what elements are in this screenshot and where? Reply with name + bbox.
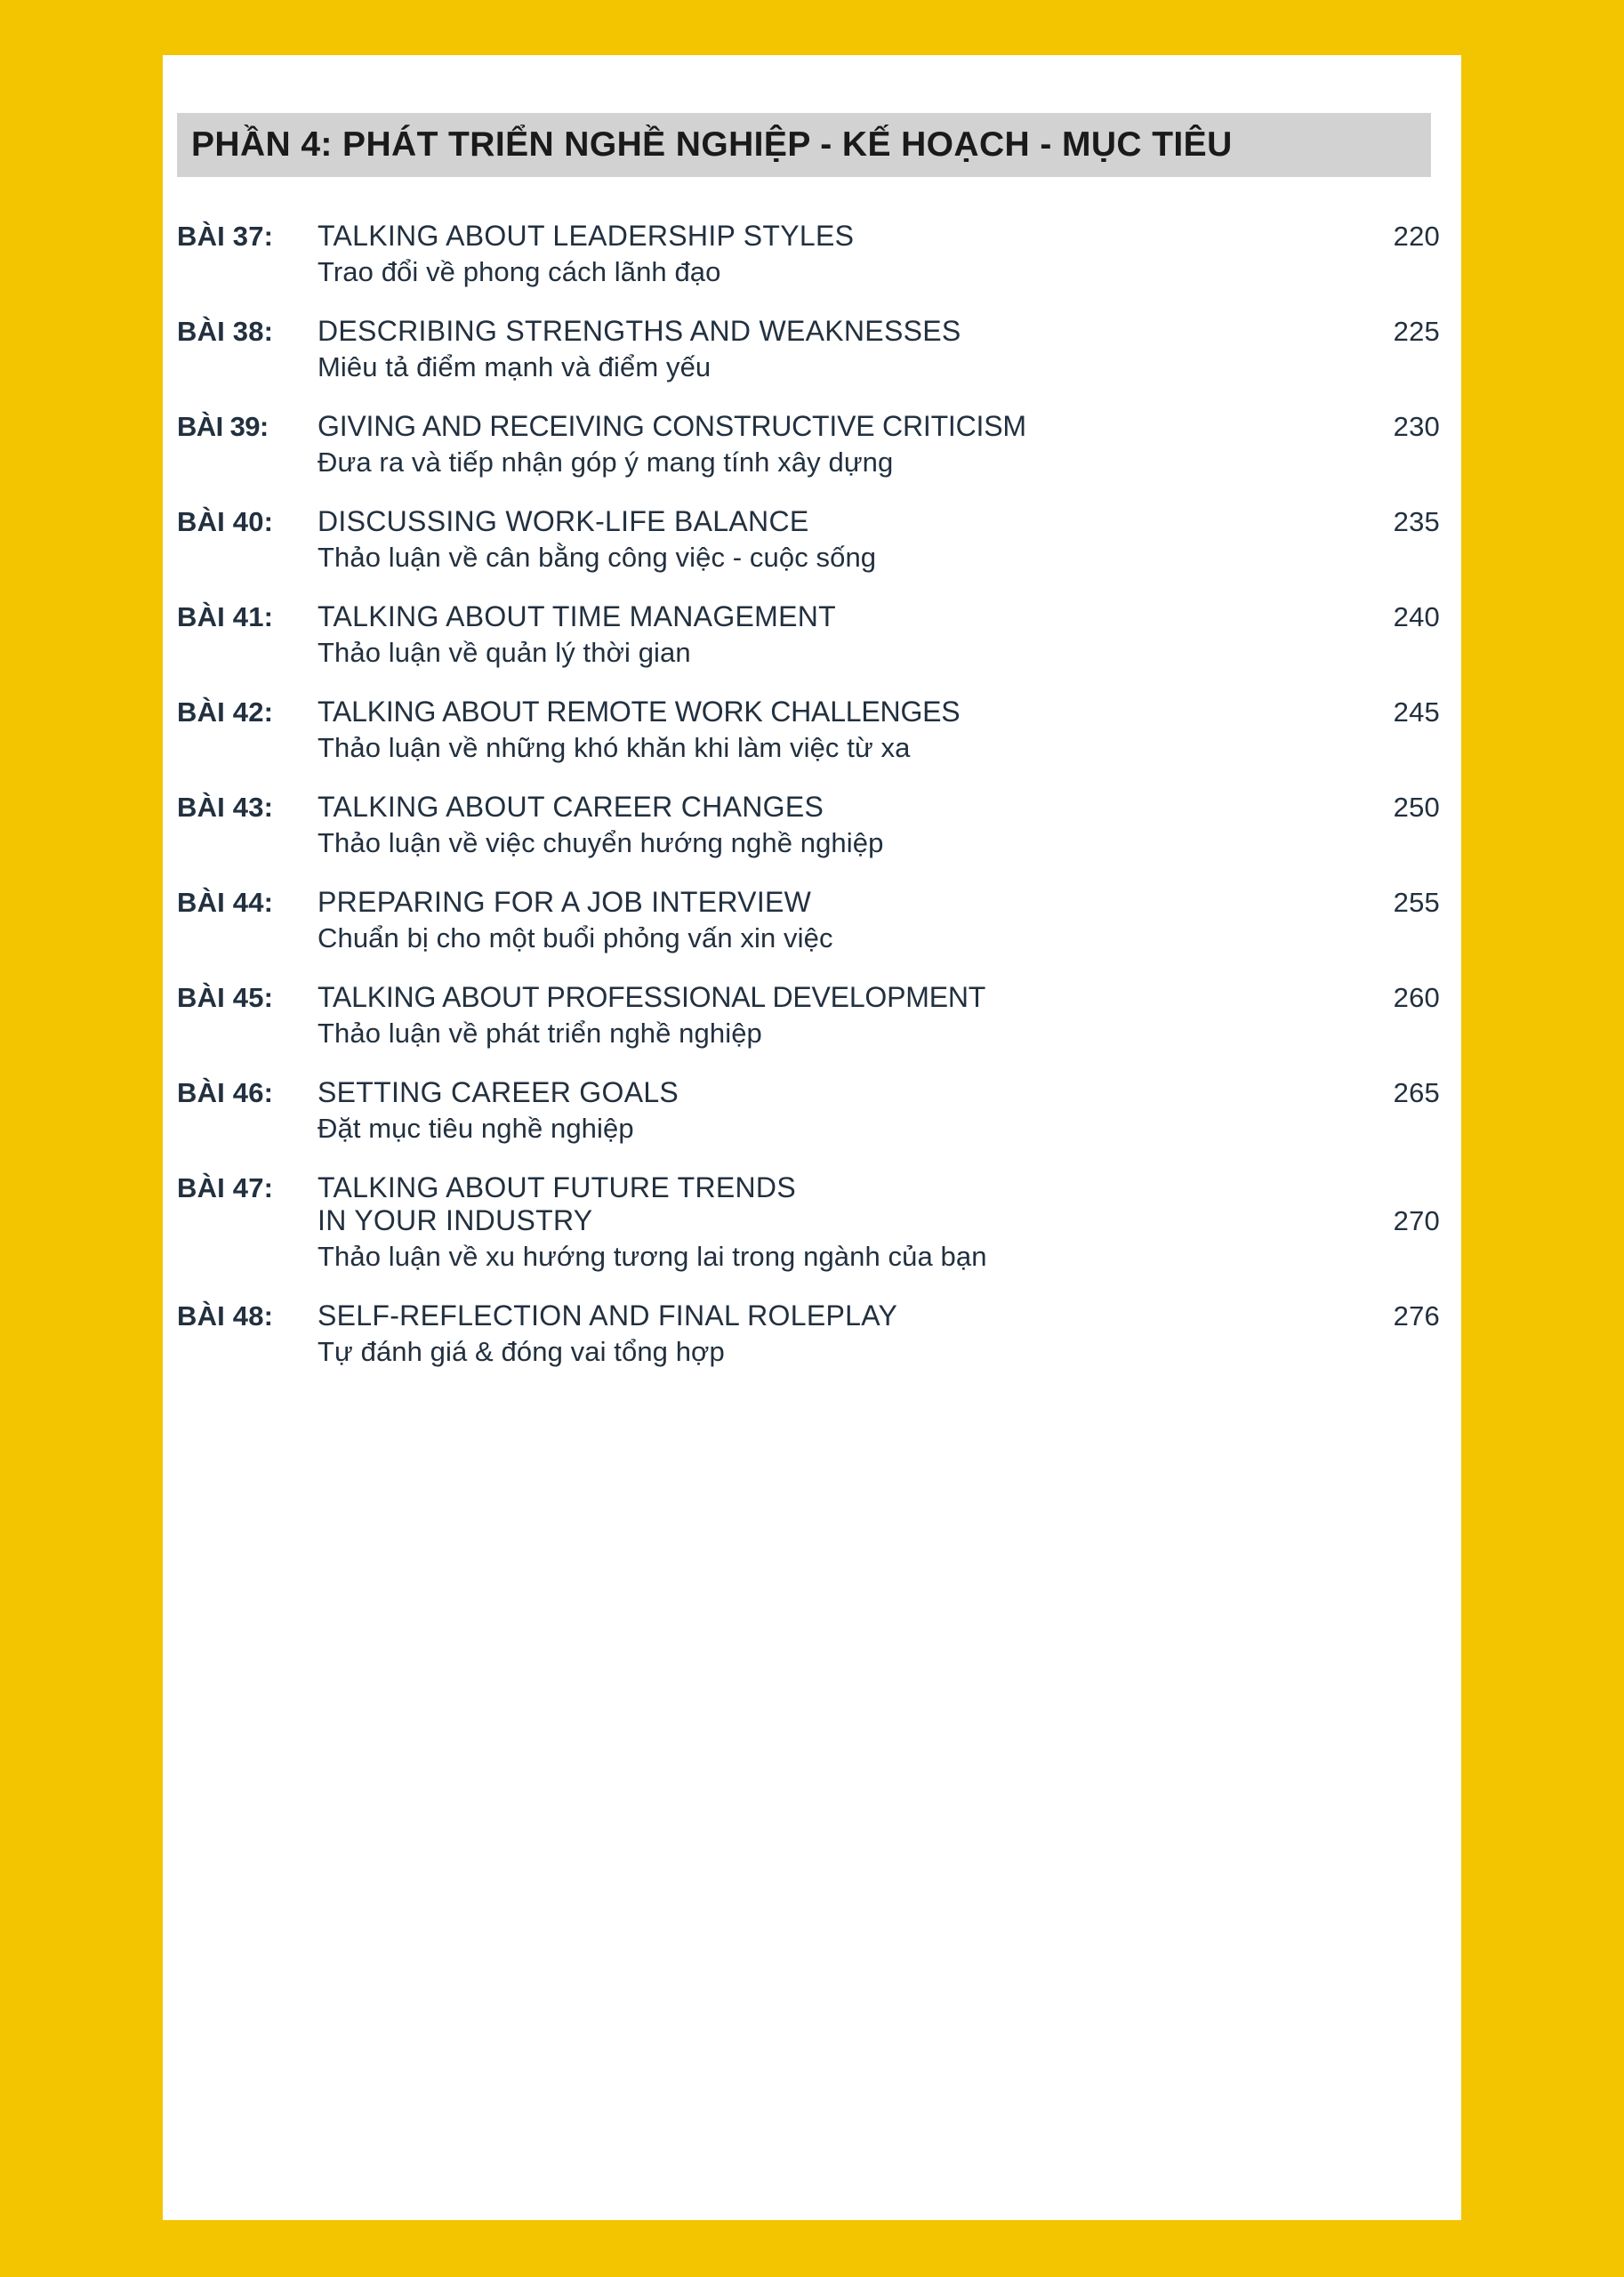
- lesson-title-vi: Thảo luận về phát triển nghề nghiệp: [318, 1018, 762, 1049]
- lesson-title-en: TALKING ABOUT REMOTE WORK CHALLENGES: [318, 696, 961, 728]
- toc-entry[interactable]: [177, 886, 1440, 954]
- lesson-number-label: BÀI 44:: [177, 887, 274, 918]
- toc-entry[interactable]: [177, 1076, 1440, 1145]
- page-number: 255: [1393, 887, 1440, 918]
- toc-entry[interactable]: [177, 981, 1440, 1050]
- lesson-number-label: BÀI 45:: [177, 982, 274, 1013]
- lesson-number-label: BÀI 41:: [177, 601, 274, 632]
- lesson-title-en: SELF-REFLECTION AND FINAL ROLEPLAY: [318, 1299, 898, 1332]
- page-number: 235: [1393, 506, 1440, 537]
- lesson-title-vi: Đưa ra và tiếp nhận góp ý mang tính xây dựng: [318, 447, 894, 478]
- lesson-title-en: DESCRIBING STRENGTHS AND WEAKNESSES: [318, 315, 961, 347]
- lesson-number-label: BÀI 42:: [177, 696, 274, 728]
- lesson-title-vi: Thảo luận về xu hướng tương lai trong ngành của bạn: [318, 1241, 987, 1272]
- lesson-title-en: PREPARING FOR A JOB INTERVIEW: [318, 886, 812, 918]
- page-number: 220: [1393, 221, 1440, 252]
- toc-entry[interactable]: [177, 220, 1440, 288]
- toc-entry[interactable]: [177, 410, 1440, 479]
- lesson-number-label: BÀI 37:: [177, 221, 274, 252]
- page-number: 265: [1393, 1077, 1440, 1108]
- section-header-banner: [177, 113, 1431, 177]
- lesson-title-vi: Tự đánh giá & đóng vai tổng hợp: [318, 1336, 725, 1367]
- lesson-title-en-line2: IN YOUR INDUSTRY: [318, 1204, 593, 1236]
- toc-entry[interactable]: [177, 1171, 1440, 1273]
- lesson-number-label: BÀI 47:: [177, 1172, 274, 1203]
- lesson-title-vi: Đặt mục tiêu nghề nghiệp: [318, 1113, 634, 1144]
- page-number: 270: [1393, 1205, 1440, 1236]
- lesson-number-label: BÀI 48:: [177, 1300, 274, 1332]
- lesson-title-en-line2-row: [318, 1204, 1440, 1237]
- lesson-title-vi: Trao đổi về phong cách lãnh đạo: [318, 256, 721, 287]
- lesson-title-en: DISCUSSING WORK-LIFE BALANCE: [318, 505, 809, 537]
- page-number: 230: [1393, 411, 1440, 442]
- table-of-contents: [177, 220, 1440, 1395]
- lesson-title-en: TALKING ABOUT CAREER CHANGES: [318, 791, 824, 823]
- lesson-title-vi: Thảo luận về những khó khăn khi làm việc từ xa: [318, 732, 911, 763]
- page-number: 245: [1393, 696, 1440, 728]
- lesson-title-en: SETTING CAREER GOALS: [318, 1076, 679, 1108]
- toc-entry[interactable]: [177, 315, 1440, 383]
- page-number: 225: [1393, 316, 1440, 347]
- lesson-title-en: TALKING ABOUT FUTURE TRENDS: [318, 1171, 796, 1203]
- lesson-number-label: BÀI 40:: [177, 506, 274, 537]
- lesson-title-vi: Thảo luận về việc chuyển hướng nghề nghiệp: [318, 827, 884, 858]
- lesson-title-en: TALKING ABOUT TIME MANAGEMENT: [318, 600, 837, 632]
- page-number: 250: [1393, 792, 1440, 823]
- toc-entry[interactable]: [177, 600, 1440, 669]
- lesson-title-vi: Chuẩn bị cho một buổi phỏng vấn xin việc: [318, 922, 833, 953]
- lesson-title-vi: Thảo luận về quản lý thời gian: [318, 637, 691, 668]
- page-number: 240: [1393, 601, 1440, 632]
- toc-entry[interactable]: [177, 1299, 1440, 1368]
- lesson-title-en: TALKING ABOUT LEADERSHIP STYLES: [318, 220, 855, 252]
- lesson-number-label: BÀI 43:: [177, 792, 274, 823]
- page-number: 260: [1393, 982, 1440, 1013]
- toc-entry[interactable]: [177, 696, 1440, 764]
- book-page: [163, 55, 1461, 2220]
- lesson-number-label: BÀI 46:: [177, 1077, 274, 1108]
- page-number: 276: [1393, 1300, 1440, 1332]
- lesson-number-label: BÀI 39:: [177, 411, 269, 442]
- section-header-title: PHẦN 4: PHÁT TRIỂN NGHỀ NGHIỆP - KẾ HOẠCH - MỤC TIÊU: [191, 125, 1233, 164]
- lesson-number-label: BÀI 38:: [177, 316, 274, 347]
- toc-entry[interactable]: [177, 791, 1440, 859]
- lesson-title-vi: Thảo luận về cân bằng công việc - cuộc sống: [318, 542, 877, 573]
- lesson-title-en: TALKING ABOUT PROFESSIONAL DEVELOPMENT: [318, 981, 986, 1013]
- lesson-title-en: GIVING AND RECEIVING CONSTRUCTIVE CRITICISM: [318, 410, 1026, 442]
- lesson-title-vi: Miêu tả điểm mạnh và điểm yếu: [318, 351, 712, 382]
- toc-entry[interactable]: [177, 505, 1440, 574]
